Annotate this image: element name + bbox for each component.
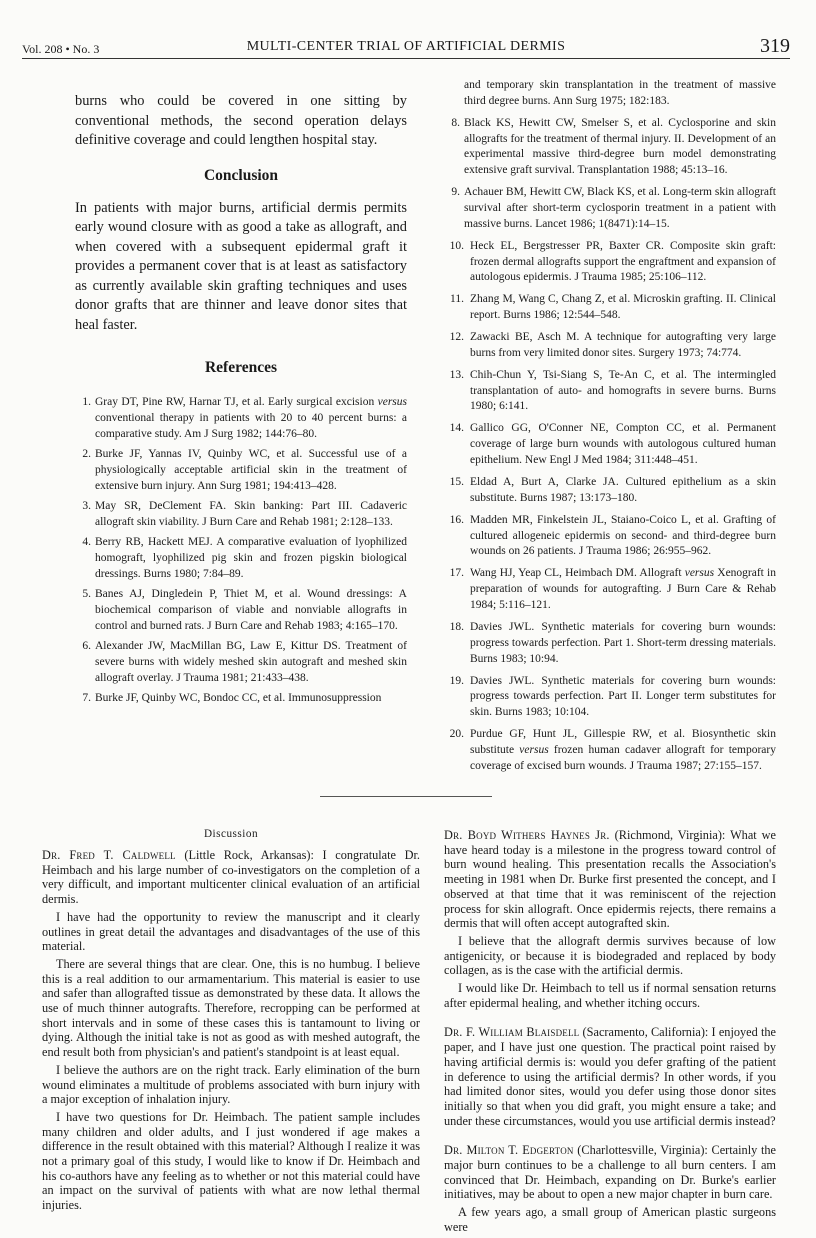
discussion-haynes <box>444 828 776 1010</box>
reference-item <box>444 185 776 232</box>
reference-text: Gray DT, Pine RW, Harnar TJ, et al. Early surgical excision <box>95 396 378 408</box>
reference-item <box>75 639 407 686</box>
reference-number: 3. <box>82 499 91 512</box>
reference-number: 14. <box>449 422 464 435</box>
reference-item <box>444 513 776 560</box>
reference-number: 15. <box>449 476 464 489</box>
discussion-paragraph <box>444 934 776 978</box>
discussion-paragraph <box>42 1063 420 1107</box>
right-column <box>444 78 776 781</box>
reference-text: Black KS, Hewitt CW, Smelser S, et al. Cyclosporine and skin allografts for the treatment of thermal injury. II. Development of an experimental massive third-degree burn model demonstrating extensive graft survival. Transplantation 1988; 45:13–16. <box>464 116 776 177</box>
speaker-name: Dr. Milton T. Edgerton <box>444 1143 574 1158</box>
discussion-text: I have two questions for Dr. Heimbach. The patient sample includes many children and older adults, and I just wondered if age makes a difference in the result obtained with this material? Although I realize it was not a primary goal of this study, I would like to know if Dr. Heimbach and his co-authors have any feeling as to whether or not this material could have an impact on the survival of patients with what are now lethal thermal injuries. <box>42 1109 420 1213</box>
reference-text: Zhang M, Wang C, Chang Z, et al. Microskin grafting. II. Clinical report. Burns 1986; 12:544–548. <box>470 293 776 322</box>
reference-number: 16. <box>449 513 464 526</box>
reference-text: conventional therapy in patients with 20 to 40 percent burns: a comparative study. Am J Surg 1982; 144:76–80. <box>95 411 407 440</box>
discussion-text: I believe the authors are on the right track. Early elimination of the burn wound eliminates a multitude of problems associated with burn injury with a major exception of inhalation injury. <box>42 1062 420 1107</box>
reference-italic: versus <box>377 396 407 408</box>
reference-text: Davies JWL. Synthetic materials for covering burn wounds: progress towards perfection. Part 1. Short-term dressing materials. Burns 1983; 10:94. <box>470 620 776 665</box>
reference-text: Zawacki BE, Asch M. A technique for autografting very large burns from very limited donor sites. Surgery 1973; 74:774. <box>470 331 776 359</box>
reference-text: Chih-Chun Y, Tsi-Siang S, Te-An C, et al. The intermingled transplantation of auto- and homografts in severe burns. Burns 1980; 6:141. <box>470 368 776 413</box>
intro-paragraph: burns who could be covered in one sitting by conventional methods, the second operation delays definitive coverage and could lengthen hospital stay. <box>75 93 407 148</box>
reference-number: 2. <box>82 447 91 460</box>
discussion-text: (Charlottesville, Virginia): Certainly the major burn continues to be a challenge to all burn centers. I am convinced that Dr. Heimbach, expanding on Dr. Burke's earlier initiatives, may be about to open a new major chapter in burn care. <box>444 1143 776 1202</box>
reference-item <box>444 620 776 667</box>
speaker-name: Dr. Boyd Withers Haynes Jr. <box>444 828 610 842</box>
reference-item <box>444 368 776 415</box>
reference-text: Xenograft in preparation of wounds for autografting. J Burn Care & Rehab 1984; 5:116–121. <box>470 567 776 611</box>
discussion-right-column <box>444 828 776 1238</box>
discussion-paragraph <box>444 981 776 1010</box>
reference-item <box>75 447 407 494</box>
reference-text: Gallico GG, O'Conner NE, Compton CC, et al. Permanent coverage of large burn wounds with autologous cultured human epithelium. New Engl J Med 1984; 311:448–451. <box>470 422 776 467</box>
discussion-paragraph <box>444 828 776 931</box>
discussion-text: There are several things that are clear. One, this is no humbug. I believe this is a real addition to our armamentarium. This material is easier to use and safer than allografted tissue as demonstrated by these data. It allows the use of much thinner autografts. Therefore, recropping can be performed at short intervals and in some of these cases this is tantamount to living or dying. Although the initial take is not as good as with meshed autograft, the end result both from physician's and patient's standpoint is at least equal. <box>42 956 420 1060</box>
reference-text: Achauer BM, Hewitt CW, Black KS, et al. Long-term skin allograft survival after short-term cyclosporin treatment in a patient with massive burns. Lancet 1986; 1(8471):14–15. <box>464 186 776 230</box>
conclusion-heading: Conclusion <box>203 166 279 184</box>
reference-item <box>75 587 407 634</box>
reference-item <box>444 566 776 613</box>
speaker-name: Dr. F. William Blaisdell <box>444 1025 580 1040</box>
reference-text: Heck EL, Bergstresser PR, Baxter CR. Composite skin graft: frozen dermal allografts support the engraftment and expansion of autologous epidermis. J Trauma 1985; 25:106–112. <box>470 239 776 284</box>
discussion-text: I have had the opportunity to review the manuscript and it clearly outlines in great detail the advantages and disadvantages of the use of this material. <box>42 909 420 954</box>
reference-text: Burke JF, Yannas IV, Quinby WC, et al. Successful use of a physiologically acceptable artificial skin in the treatment of extensive burn injury. Ann Surg 1981; 194:413–428. <box>95 447 407 492</box>
discussion-paragraph <box>42 1110 420 1213</box>
reference-text: Eldad A, Burt A, Clarke JA. Cultured epithelium as a skin substitute. Burns 1987; 13:173–180. <box>470 476 776 504</box>
reference-number: 7. <box>82 692 91 705</box>
reference-number: 11. <box>450 293 464 306</box>
discussion-text: (Richmond, Virginia): What we have heard today is a milestone in the progress toward control of burn wound healing. This presentation recalls the Association's meeting in 1981 when Dr. Burke first presented the concept, and I observed at that time that it was reminiscent of the rejection process for skin allograft. Once epidermis rejects, there remains a dermis that will often accept autografted skin. <box>444 828 776 931</box>
reference-text: Purdue GF, Hunt JL, Gillespie RW, et al. Biosynthetic skin substitute <box>470 728 776 756</box>
reference-item <box>444 330 776 362</box>
reference-item <box>444 292 776 324</box>
discussion-text: A few years ago, a small group of American plastic surgeons were <box>444 1205 776 1234</box>
reference-item <box>444 421 776 468</box>
left-column <box>75 92 407 712</box>
reference-item <box>75 691 407 707</box>
discussion-left-column <box>42 828 420 1216</box>
reference-number: 18. <box>449 620 464 633</box>
reference-number: 4. <box>82 536 91 549</box>
reference-item <box>75 535 407 582</box>
volume-label: Vol. 208 • No. 3 <box>22 42 100 56</box>
discussion-left-body <box>42 848 420 1213</box>
reference-text: Alexander JW, MacMillan BG, Law E, Kittur DS. Treatment of severe burns with widely meshed skin autograft and meshed skin allograft overlay. J Trauma 1981; 21:433–438. <box>95 640 407 684</box>
reference-item <box>444 239 776 286</box>
running-header <box>22 34 790 59</box>
reference-number: 19. <box>449 674 464 687</box>
reference-number: 13. <box>449 368 464 381</box>
speaker-name: Dr. Fred T. Caldwell <box>42 848 176 862</box>
reference-number: 17. <box>449 567 464 580</box>
discussion-paragraph <box>444 1205 776 1234</box>
reference-italic: versus <box>684 567 715 580</box>
reference-text: Madden MR, Finkelstein JL, Staiano-Coico L, et al. Grafting of cultured allogeneic epidermis on second- and third-degree burn wounds on 26 patients. J Trauma 1986; 26:955–962. <box>470 513 776 558</box>
reference-list-right <box>444 116 776 775</box>
reference-text: Wang HJ, Yeap CL, Heimbach DM. Allograft <box>470 567 685 580</box>
reference-number: 6. <box>82 640 91 653</box>
page-number: 319 <box>760 35 790 57</box>
reference-7-continued: and temporary skin transplantation in the treatment of massive third degree burns. Ann Surg 1975; 182:183. <box>464 79 776 107</box>
reference-text: Banes AJ, Dingledein P, Thiet M, et al. Wound dressings: A biochemical comparison of viable and nonviable allografts in control and burned rats. J Burn Care and Rehab 1983; 4:165–170. <box>95 588 407 632</box>
reference-number: 5. <box>82 588 91 601</box>
reference-text: frozen human cadaver allograft for temporary coverage of excised burn wounds. J Trauma 1987; 27:155–157. <box>470 743 776 772</box>
reference-text: Burke JF, Quinby WC, Bondoc CC, et al. Immunosuppression <box>95 692 382 705</box>
discussion-edgerton <box>444 1143 776 1234</box>
reference-number: 20. <box>449 728 464 741</box>
reference-number: 10. <box>449 239 464 252</box>
reference-item <box>75 499 407 531</box>
discussion-text: I would like Dr. Heimbach to tell us if normal sensation returns after epidermal healing, and whether itching occurs. <box>444 981 776 1010</box>
references-heading: References <box>204 359 277 376</box>
discussion-paragraph <box>42 910 420 954</box>
reference-number: 8. <box>451 116 460 129</box>
discussion-heading: Discussion <box>203 828 259 840</box>
reference-text: May SR, DeClement FA. Skin banking: Part III. Cadaveric allograft skin viability. J Burn Care and Rehab 1981; 2:128–133. <box>95 499 407 528</box>
reference-item <box>444 674 776 721</box>
reference-item <box>444 727 776 774</box>
reference-text: Berry RB, Hackett MEJ. A comparative evaluation of lyophilized homograft, lyophilized pig skin and frozen pigskin biological dressings. Burns 1980; 7:84–89. <box>95 536 407 580</box>
discussion-text: (Little Rock, Arkansas): I congratulate Dr. Heimbach and his large number of co-investigators on the completion of a very difficult, and important multicenter clinical evaluation of an artificial dermis. <box>42 848 420 907</box>
reference-italic: versus <box>519 743 549 756</box>
discussion-text: I believe that the allograft dermis survives because of low antigenicity, or because it is biodegraded and replaced by body collagen, as is the case with the artificial dermis. <box>444 933 776 978</box>
reference-list-left <box>75 395 407 707</box>
reference-item <box>444 116 776 179</box>
reference-text: Davies JWL. Synthetic materials for covering burn wounds: progress towards perfection. Part II. Longer term substitutes for skin. Burns 1983; 10:104. <box>470 674 776 719</box>
discussion-paragraph <box>444 1025 776 1128</box>
discussion-paragraph <box>444 1143 776 1202</box>
discussion-paragraph <box>42 848 420 907</box>
discussion-paragraph <box>42 957 420 1060</box>
reference-item <box>75 395 407 442</box>
conclusion-paragraph: In patients with major burns, artificial dermis permits early wound closure with as good a take as allograft, and when covered with a subsequent epidermal graft it provides a permanent cover that is at least as satisfactory as currently available skin grafting techniques and uses donor grafts that are thinner and leave donor sites that heal faster. <box>75 199 407 333</box>
reference-number: 12. <box>449 331 464 344</box>
discussion-blaisdell <box>444 1025 776 1128</box>
reference-number: 1. <box>82 396 91 408</box>
reference-number: 9. <box>451 186 460 199</box>
discussion-text: (Sacramento, California): I enjoyed the paper, and I have just one question. The practical point raised by having artificial dermis is: would you defer grafting of the patient in deference to using the artificial dermis? In other words, if you had limited donor sites, would you defer using those donor sites initially so that when you did graft, you might ensure a take; and under these circumstances, would you use artificial dermis instead? <box>444 1025 776 1128</box>
section-divider <box>320 796 492 797</box>
running-title: MULTI-CENTER TRIAL OF ARTIFICIAL DERMIS <box>246 39 566 54</box>
reference-item <box>444 475 776 507</box>
